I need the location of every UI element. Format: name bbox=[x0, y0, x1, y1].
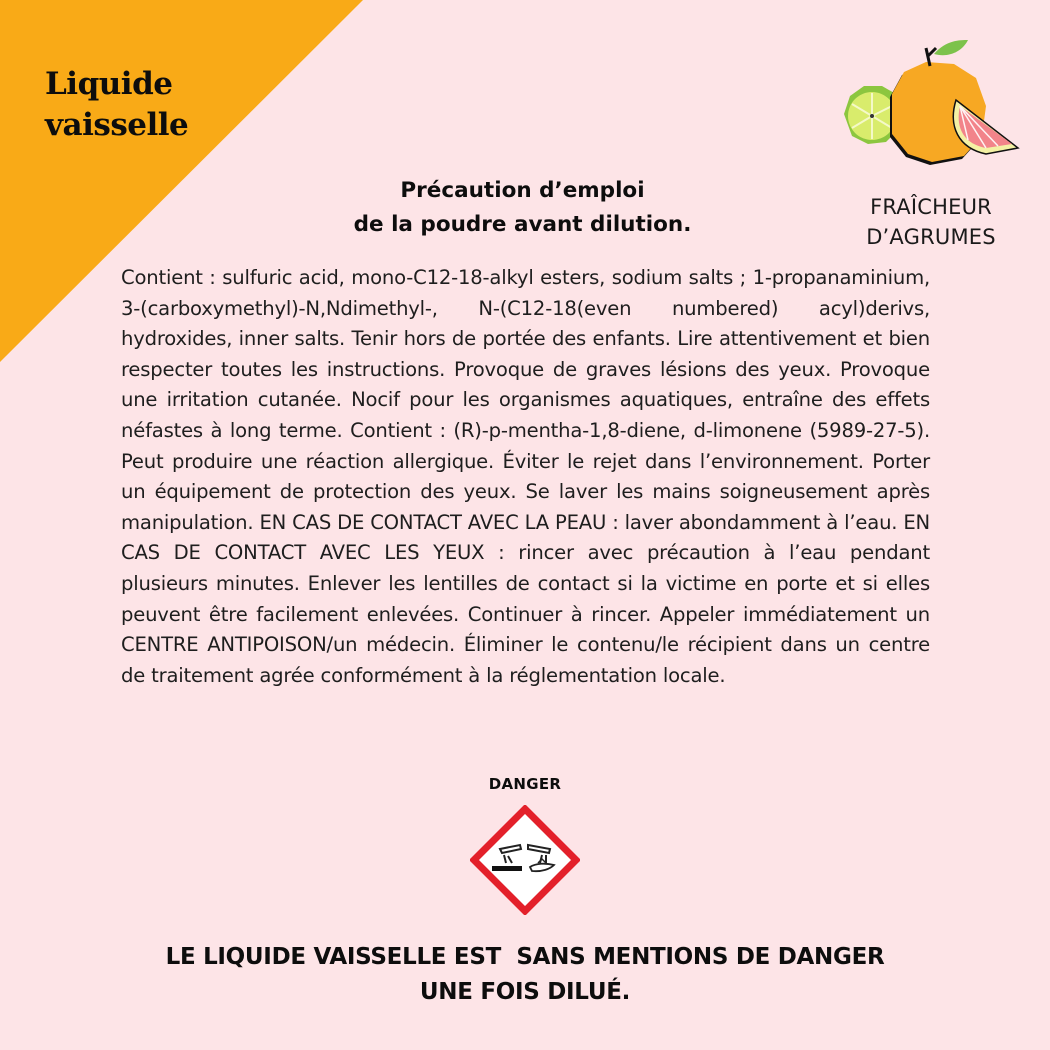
scent-line1: FRAÎCHEUR bbox=[870, 195, 992, 219]
product-name bbox=[45, 64, 188, 146]
dilution-notice-line1: LE LIQUIDE VAISSELLE EST SANS MENTIONS DE DANGER bbox=[165, 944, 885, 970]
citrus-fruits-icon bbox=[836, 36, 1022, 166]
scent-tagline bbox=[846, 192, 1016, 252]
dilution-notice bbox=[120, 940, 930, 1010]
dilution-notice-line2: UNE FOIS DILUÉ. bbox=[419, 979, 631, 1005]
product-name-line2: vaisselle bbox=[45, 107, 189, 143]
scent-line2: D’AGRUMES bbox=[866, 225, 996, 249]
ghs-corrosion-icon bbox=[470, 805, 580, 915]
section-title-line1: Précaution d’emploi bbox=[400, 178, 645, 203]
signal-word: DANGER bbox=[488, 775, 562, 793]
section-title bbox=[300, 174, 745, 242]
precautions-paragraph: Contient : sulfuric acid, mono-C12-18-alkyl esters, sodium salts ; 1-propanaminium, 3-(carboxymethyl)-N,Ndimethyl-, N-(C12-18(even numbered) acyl)derivs, hydroxides, inner salts. Tenir hors de portée des enfants. Lire attentivement et bien respecter toutes les instructions. Provoque de graves lésions des yeux. Provoque une irritation cutanée. Nocif pour les organismes aquatiques, entraîne des effets néfastes à long terme. Contient : (R)-p-mentha-1,8-diene, d-limonene (5989-27-5). Peut produire une réaction allergique. Éviter le rejet dans l’environnement. Porter un équipement de protection des yeux. Se laver les mains soigneusement après manipulation. EN CAS DE CONTACT AVEC LA PEAU : laver abondamment à l’eau. EN CAS DE CONTACT AVEC LES YEUX : rincer avec précaution à l’eau pendant plusieurs minutes. Enlever les lentilles de contact si la victime en porte et si elles peuvent être facilement enlevées. Continuer à rincer. Appeler immédiatement un CENTRE ANTIPOISON/un médecin. Éliminer le contenu/le récipient dans un centre de traitement agrée conformément à la réglementation locale. bbox=[121, 266, 930, 687]
section-title-line2: de la poudre avant dilution. bbox=[353, 212, 692, 237]
product-name-line1: Liquide bbox=[45, 66, 173, 102]
